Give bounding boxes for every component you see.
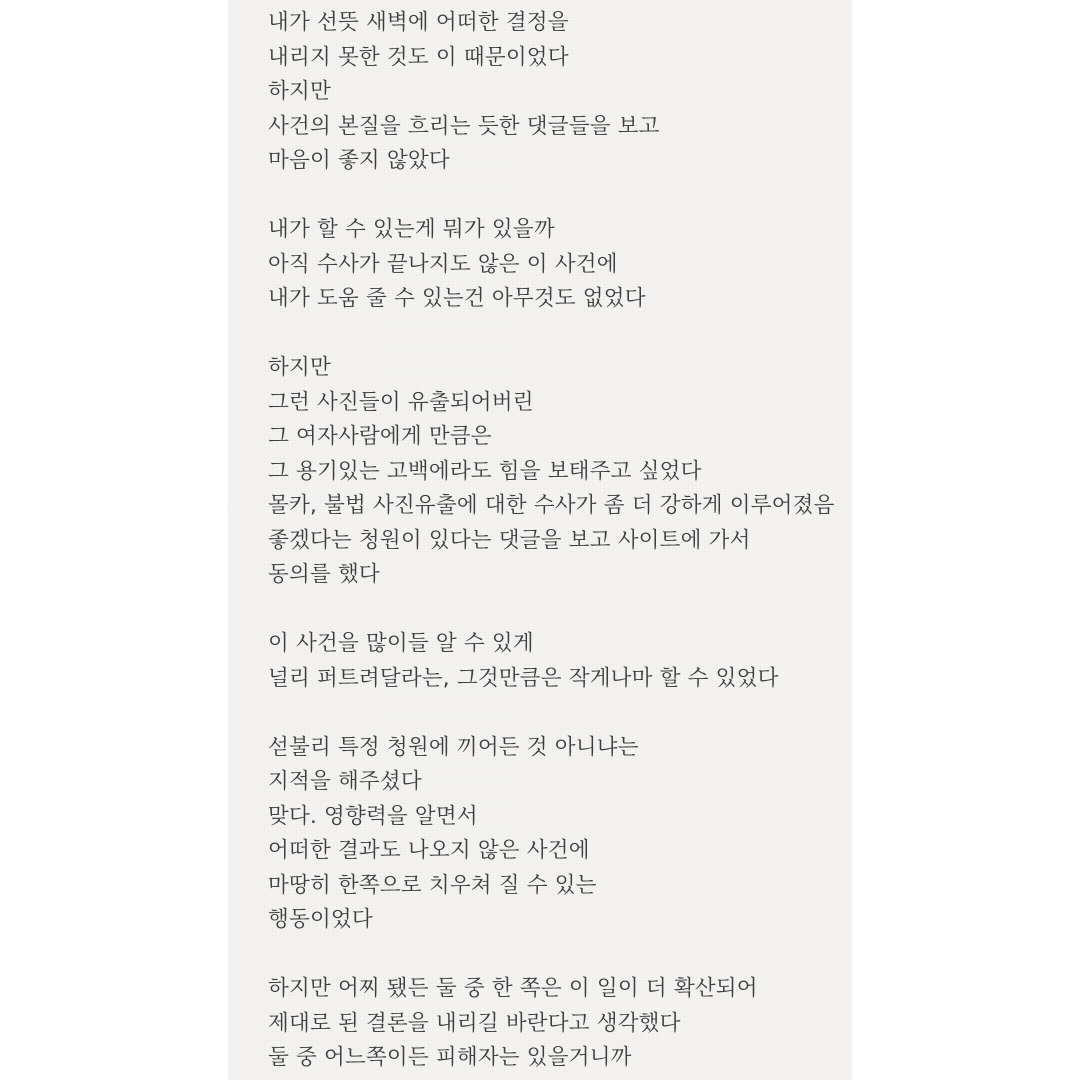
- text-line: 지적을 해주셨다: [268, 769, 422, 794]
- text-line: 아직 수사가 끝나지도 않은 이 사건에: [268, 251, 618, 277]
- text-block: [268, 6, 838, 1076]
- text-line: 몰카, 불법 사진유출에 대한 수사가 좀 더 강하게 이루어졌음: [268, 493, 835, 518]
- blank-line: [268, 938, 838, 973]
- text-line: 행동이었다: [268, 907, 373, 932]
- paper-background: [228, 0, 852, 1080]
- text-line: 사건의 본질을 흐리는 듯한 댓글들을 보고: [268, 113, 660, 139]
- text-line: 제대로 된 결론을 내리길 바란다고 생각했다: [268, 1010, 681, 1036]
- text-line: 내리지 못한 것도 이 때문이었다: [268, 44, 569, 70]
- text-line: 동의를 했다: [268, 562, 380, 587]
- text-line: 어떠한 결과도 나오지 않은 사건에: [268, 838, 590, 863]
- text-line: 그 여자사람에게 만큼은: [268, 424, 492, 449]
- text-line: 널리 퍼트려달라는, 그것만큼은 작게나마 할 수 있었다: [268, 665, 779, 691]
- text-line: 하지만 어찌 됐든 둘 중 한 쪽은 이 일이 더 확산되어: [268, 976, 758, 1001]
- text-line: 내가 할 수 있는게 뭐가 있을까: [268, 217, 555, 242]
- text-line: 좋겠다는 청원이 있다는 댓글을 보고 사이트에 가서: [268, 527, 751, 553]
- blank-line: [268, 179, 838, 214]
- text-line: 내가 도움 줄 수 있는건 아무것도 없었다: [268, 286, 646, 311]
- text-line: 내가 선뜻 새벽에 어떠한 결정을: [268, 10, 569, 35]
- text-line: 하지만: [268, 79, 331, 104]
- blank-line: [268, 696, 838, 731]
- text-line: 맞다. 영향력을 알면서: [268, 803, 478, 829]
- blank-line: [268, 317, 838, 352]
- blank-line: [268, 593, 838, 628]
- text-line: 마음이 좋지 않았다: [268, 148, 450, 173]
- text-line: 그런 사진들이 유출되어버린: [268, 389, 534, 415]
- text-line: 마땅히 한쪽으로 치우쳐 질 수 있는: [268, 872, 597, 898]
- text-line: 하지만: [268, 355, 331, 380]
- text-line: 이 사건을 많이들 알 수 있게: [268, 631, 534, 656]
- text-line: 섣불리 특정 청원에 끼어든 것 아니냐는: [268, 734, 639, 760]
- text-line: 둘 중 어느쪽이든 피해자는 있을거니까: [268, 1045, 632, 1070]
- text-line: 그 용기있는 고백에라도 힘을 보태주고 싶었다: [268, 458, 702, 484]
